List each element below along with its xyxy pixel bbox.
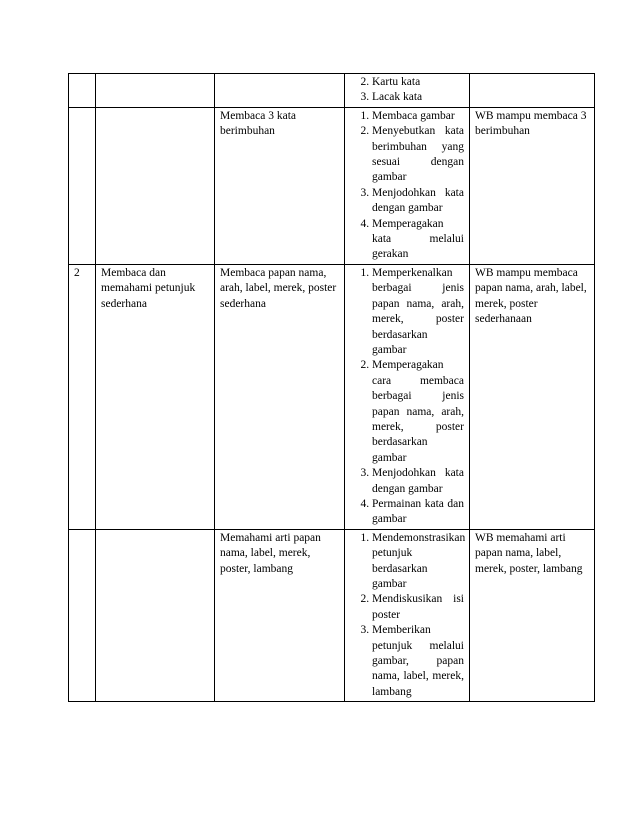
cell-no bbox=[69, 264, 96, 529]
cell-indikator bbox=[215, 107, 345, 264]
list-item: 3. Menjodohkan kata dengan gambar bbox=[372, 466, 464, 497]
list-item: 2. Memperagakan cara membaca berbagai jenis papan nama, arah, merek, poster berdasarkan gambar bbox=[372, 358, 464, 466]
cell-no-text: 2 bbox=[74, 266, 80, 279]
cell-no bbox=[69, 107, 96, 264]
table-row bbox=[69, 74, 595, 108]
cell-kompetensi bbox=[96, 264, 215, 529]
list-item: 1. Mendemonstrasikan petunjuk berdasarkan gambar bbox=[372, 531, 464, 593]
list-item: 3. Lacak kata bbox=[372, 90, 464, 105]
activity-list bbox=[350, 531, 464, 700]
list-item: 1. Memperkenalkan berbagai jenis papan nama, arah, merek, poster berdasarkan gambar bbox=[372, 266, 464, 358]
activity-list bbox=[350, 75, 464, 106]
list-item: 3. Memberikan petunjuk melalui gambar, papan nama, label, merek, lambang bbox=[372, 623, 464, 700]
cell-kompetensi bbox=[96, 74, 215, 108]
list-item: 2. Kartu kata bbox=[372, 75, 464, 90]
list-item: 4. Permainan kata dan gambar bbox=[372, 497, 464, 528]
table-row bbox=[69, 529, 595, 701]
list-item: 1. Membaca gambar bbox=[372, 109, 464, 124]
list-item: 3. Menjodohkan kata dengan gambar bbox=[372, 186, 464, 217]
list-item: 4. Memperagakan kata melalui gerakan bbox=[372, 217, 464, 263]
table-row bbox=[69, 264, 595, 529]
cell-hasil bbox=[470, 107, 595, 264]
activity-list bbox=[350, 109, 464, 263]
cell-kompetensi bbox=[96, 107, 215, 264]
lesson-plan-table bbox=[68, 73, 595, 702]
cell-hasil bbox=[470, 529, 595, 701]
cell-indikator-text: Membaca papan nama, arah, label, merek, poster sederhana bbox=[220, 266, 337, 310]
cell-kegiatan bbox=[345, 264, 470, 529]
cell-kompetensi-text: Membaca dan memahami petunjuk sederhana bbox=[101, 266, 196, 310]
cell-kompetensi bbox=[96, 529, 215, 701]
cell-indikator-text: Membaca 3 kata berimbuhan bbox=[220, 109, 296, 138]
cell-indikator-text: Memahami arti papan nama, label, merek, poster, lambang bbox=[220, 531, 321, 575]
cell-indikator bbox=[215, 529, 345, 701]
cell-kegiatan bbox=[345, 74, 470, 108]
cell-kegiatan bbox=[345, 107, 470, 264]
cell-hasil-text: WB mampu membaca 3 berimbuhan bbox=[475, 109, 587, 138]
cell-indikator bbox=[215, 264, 345, 529]
list-item: 2. Menyebutkan kata berimbuhan yang sesuai dengan gambar bbox=[372, 124, 464, 186]
cell-hasil bbox=[470, 74, 595, 108]
cell-no bbox=[69, 529, 96, 701]
cell-indikator bbox=[215, 74, 345, 108]
cell-hasil bbox=[470, 264, 595, 529]
cell-hasil-text: WB memahami arti papan nama, label, merek, poster, lambang bbox=[475, 531, 583, 575]
cell-kegiatan bbox=[345, 529, 470, 701]
table-row bbox=[69, 107, 595, 264]
cell-no bbox=[69, 74, 96, 108]
cell-hasil-text: WB mampu membaca papan nama, arah, label, merek, poster sederhanaan bbox=[475, 266, 587, 326]
list-item: 2. Mendiskusikan isi poster bbox=[372, 592, 464, 623]
activity-list bbox=[350, 266, 464, 528]
